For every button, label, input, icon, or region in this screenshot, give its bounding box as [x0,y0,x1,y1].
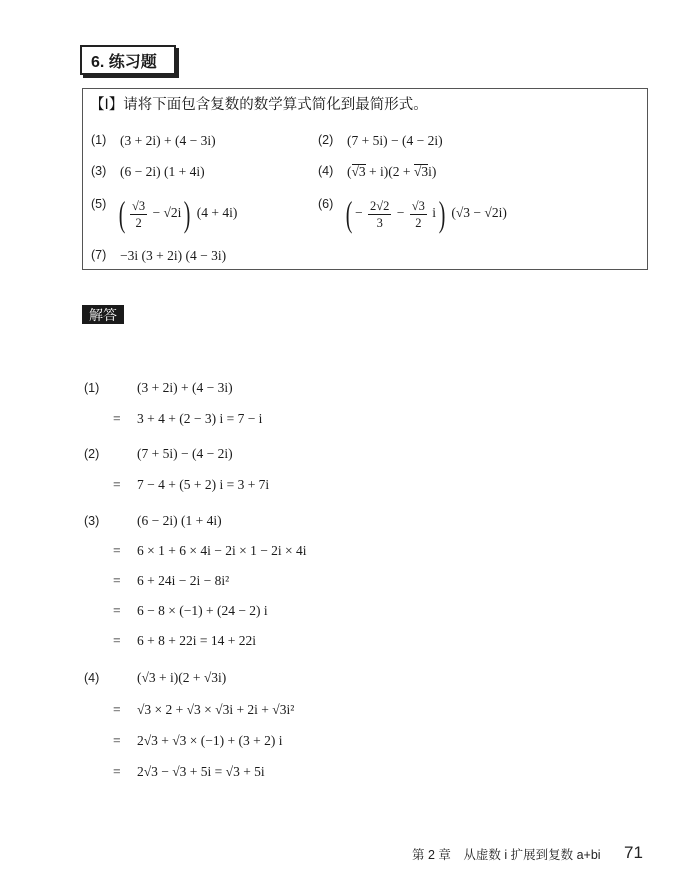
problem-4-expression: (√3 + i)(2 + √3i) [347,164,437,179]
instruction: 【Ⅰ】请将下面包含复数的数学算式简化到最简形式。 [90,97,428,113]
problem-1-number: (1) [91,133,107,147]
page-number: 71 [624,843,643,862]
solution-3-line-3: 6 + 24i − 2i − 8i² [137,573,230,588]
solution-2-line-1: (7 + 5i) − (4 − 2i) [137,446,233,461]
problem-1-expression: (3 + 2i) + (4 − 3i) [120,133,216,148]
answer-label: 解答 [82,305,124,324]
solution-3-line-1: (6 − 2i) (1 + 4i) [137,513,222,528]
problem-2-number: (2) [318,133,334,147]
problem-5-number: (5) [91,197,107,211]
problem-5-expression: ( $\frac{√3}{2}$ − √2i) (4 + 4i) [118,194,238,234]
solution-3-line-5: 6 + 8 + 22i = 14 + 22i [137,633,256,648]
problem-2-expression: (7 + 5i) − (4 − 2i) [347,133,443,148]
equals-sign: = [113,702,121,717]
solution-1-line-1: (3 + 2i) + (4 − 3i) [137,380,233,395]
equals-sign: = [113,411,121,426]
problem-7-expression: −3i (3 + 2i) (4 − 3i) [120,248,227,263]
solution-4-number: (4) [84,671,100,685]
solution-3-line-4: 6 − 8 × (−1) + (24 − 2) i [137,603,268,618]
problem-3-number: (3) [91,164,107,178]
solution-4-line-3: 2√3 + √3 × (−1) + (3 + 2) i [137,733,283,748]
problem-7-number: (7) [91,248,107,262]
solution-3-line-2: 6 × 1 + 6 × 4i − 2i × 1 − 2i × 4i [137,543,307,558]
section-title: 6. 练习题 [80,45,176,75]
solution-4-line-2: √3 × 2 + √3 × √3i + 2i + √3i² [137,702,295,717]
problem-6-expression: ( − $\frac{2√2}{3}$ − $\frac{√3}{2}$ i) (√3 − √2i) [345,194,507,234]
equals-sign: = [113,633,121,648]
problem-6-number: (6) [318,197,334,211]
equals-sign: = [113,543,121,558]
solution-1-line-2: 3 + 4 + (2 − 3) i = 7 − i [137,411,263,426]
chapter-footer: 第 2 章 从虚数 i 扩展到复数 a+bi [412,848,601,862]
equals-sign: = [113,764,121,779]
solution-4-line-1: (√3 + i)(2 + √3i) [137,670,227,685]
problem-4-number: (4) [318,164,334,178]
equals-sign: = [113,603,121,618]
problem-3-expression: (6 − 2i) (1 + 4i) [120,164,205,179]
solution-3-number: (3) [84,514,100,528]
solution-2-line-2: 7 − 4 + (5 + 2) i = 3 + 7i [137,477,270,492]
equals-sign: = [113,477,121,492]
equals-sign: = [113,573,121,588]
solution-4-line-4: 2√3 − √3 + 5i = √3 + 5i [137,764,265,779]
equals-sign: = [113,733,121,748]
solution-1-number: (1) [84,381,100,395]
solution-2-number: (2) [84,447,100,461]
